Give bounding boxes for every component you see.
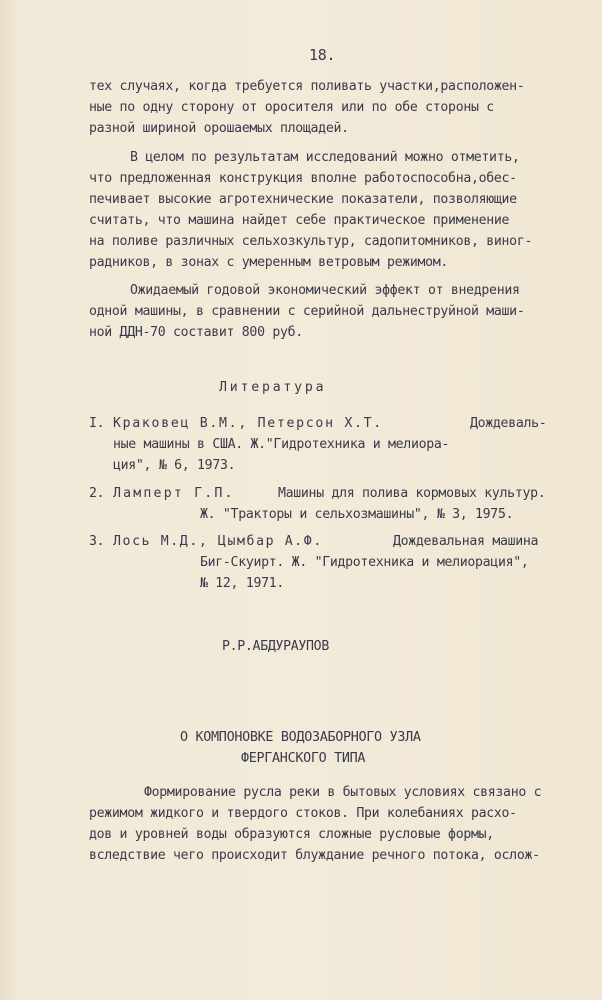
reference-1-line-3: ция", № 6, 1973. bbox=[113, 458, 236, 473]
reference-2-authors: Ламперт Г.П. bbox=[113, 486, 235, 501]
paragraph-2-line-1: В целом по результатам исследований можно отметить, bbox=[130, 150, 520, 165]
paragraph-2-line-2: что предложенная конструкция вполне работоспособна,обес- bbox=[89, 171, 517, 186]
paragraph-3-line-3: ной ДДН-70 составит 800 руб. bbox=[89, 325, 303, 340]
article-title-line-2: ФЕРГАНСКОГО ТИПА bbox=[241, 751, 366, 766]
reference-1-line-2: ные машины в США. Ж."Гидротехника и мелиора- bbox=[113, 437, 450, 452]
paragraph-2-line-6: радников, в зонах с умеренным ветровым режимом. bbox=[89, 255, 449, 270]
reference-2-number: 2. bbox=[89, 486, 105, 501]
reference-3-authors: Лось М.Д., Цымбар А.Ф. bbox=[113, 534, 323, 549]
page-number: 18. bbox=[309, 46, 336, 64]
paragraph-2-line-3: печивает высокие агротехнические показатели, позволяющие bbox=[89, 192, 517, 207]
paragraph-1-line-3: разной шириной орошаемых площадей. bbox=[89, 121, 349, 136]
reference-3-number: 3. bbox=[89, 534, 105, 549]
reference-3-line-3: № 12, 1971. bbox=[200, 576, 285, 591]
literature-heading: Литература bbox=[219, 380, 327, 395]
article-body-line-1: Формирование русла реки в бытовых условиях связано с bbox=[144, 785, 542, 800]
article-body-line-4: вследствие чего происходит блуждание речного потока, ослож- bbox=[89, 848, 540, 863]
article-author: Р.Р.АБДУРАУПОВ bbox=[222, 639, 329, 654]
reference-3-line-2: Биг-Скуирт. Ж. "Гидротехника и мелиорация", bbox=[200, 555, 529, 570]
reference-2-line-2: Ж. "Тракторы и сельхозмашины", № 3, 1975. bbox=[200, 507, 514, 522]
paragraph-2-line-4: считать, что машина найдет себе практическое применение bbox=[89, 213, 510, 228]
reference-2-line-1: Машины для полива кормовых культур. bbox=[278, 486, 546, 501]
article-title-line-1: О КОМПОНОВКЕ ВОДОЗАБОРНОГО УЗЛА bbox=[180, 730, 421, 745]
paragraph-1-line-1: тех случаях, когда требуется поливать участки,расположен- bbox=[89, 79, 525, 94]
reference-3-line-1: Дождевальная машина bbox=[393, 534, 539, 549]
article-body-line-2: режимом жидкого и твердого стоков. При колебаниях расхо- bbox=[89, 806, 517, 821]
paragraph-3-line-2: одной машины, в сравнении с серийной дальнеструйной маши- bbox=[89, 304, 525, 319]
article-body-line-3: дов и уровней воды образуются сложные русловые формы, bbox=[89, 827, 494, 842]
reference-1-authors: Краковец В.М., Петерсон Х.Т. bbox=[113, 416, 383, 431]
paragraph-1-line-2: ные по одну сторону от оросителя или по обе стороны с bbox=[89, 100, 494, 115]
paragraph-3-line-1: Ожидаемый годовой экономический эффект от внедрения bbox=[130, 283, 520, 298]
reference-1-number: I. bbox=[89, 416, 105, 431]
paragraph-2-line-5: на поливе различных сельхозкультур, садопитомников, виног- bbox=[89, 234, 533, 249]
reference-1-line-1: Дождеваль- bbox=[470, 416, 547, 431]
